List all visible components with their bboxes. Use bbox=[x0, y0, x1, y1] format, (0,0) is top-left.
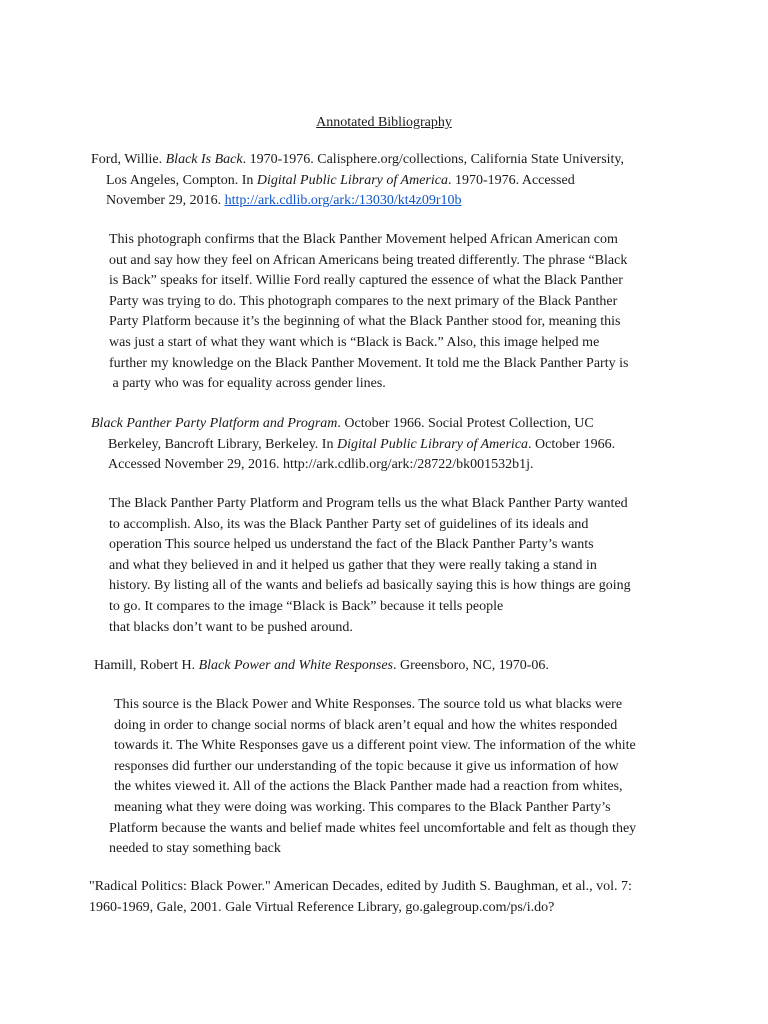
citation-line: November 29, 2016. http://ark.cdlib.org/ark:/13030/kt4z09r10b bbox=[106, 193, 462, 209]
citation-line: Ford, Willie. Black Is Back. 1970-1976. Calisphere.org/collections, California State University, bbox=[91, 152, 625, 167]
annotation-line: history. By listing all of the wants and beliefs ad basically saying this is how things are going bbox=[109, 578, 631, 594]
page-title: Annotated Bibliography bbox=[316, 115, 452, 130]
annotation-line: Platform because the wants and belief made whites feel uncomfortable and felt as though they bbox=[109, 820, 637, 836]
annotation-line: doing in order to change social norms of black aren’t equal and how the whites responded bbox=[114, 717, 618, 733]
annotation-line: is Back” speaks for itself. Willie Ford really captured the essence of what the Black Panther bbox=[109, 273, 623, 289]
annotation-bpp-platform bbox=[109, 494, 631, 638]
annotation-line: operation This source helped us understand the fact of the Black Panther Party’s wants bbox=[109, 537, 594, 553]
source-link[interactable]: http://ark.cdlib.org/ark:/13030/kt4z09r10b bbox=[224, 193, 462, 209]
citation-line: Los Angeles, Compton. In Digital Public Library of America. 1970-1976. Accessed bbox=[106, 172, 575, 188]
citation-line: Accessed November 29, 2016. http://ark.cdlib.org/ark:/28722/bk001532b1j. bbox=[108, 457, 534, 473]
annotation-line: was just a start of what they want which is “Black is Back.” Also, this image helped me bbox=[109, 334, 600, 350]
annotation-line: to accomplish. Also, its was the Black Panther Party set of guidelines of its ideals and bbox=[109, 516, 589, 532]
annotation-line: The Black Panther Party Platform and Program tells us the what Black Panther Party wanted bbox=[109, 496, 628, 511]
annotation-line: Party was trying to do. This photograph compares to the next primary of the Black Panther bbox=[109, 293, 618, 309]
citation-line: "Radical Politics: Black Power." American Decades, edited by Judith S. Baughman, et al., vol. 7: bbox=[89, 879, 632, 894]
annotation-line: This source is the Black Power and White Responses. The source told us what blacks were bbox=[114, 697, 623, 712]
annotation-line: that blacks don’t want to be pushed around. bbox=[109, 619, 353, 635]
annotation-line: out and say how they feel on African Americans being treated differently. The phrase “Black bbox=[109, 252, 628, 268]
annotation-ford bbox=[109, 230, 628, 395]
annotation-line: to go. It compares to the image “Black is Back” because it tells people bbox=[109, 598, 504, 614]
annotation-line: and what they believed in and it helped us gather that they were really taking a stand in bbox=[109, 557, 597, 573]
citation-ford bbox=[91, 150, 624, 212]
annotation-line: responses did further our understanding of the topic because it give us information of how bbox=[114, 758, 619, 774]
annotation-line: needed to stay something back bbox=[109, 841, 281, 857]
annotation-line: further my knowledge on the Black Panther Movement. It told me the Black Panther Party is bbox=[109, 355, 629, 371]
citation-bpp-platform bbox=[91, 414, 615, 476]
annotation-line: meaning what they were doing was working. This compares to the Black Panther Party’s bbox=[114, 799, 611, 815]
citation-line: Berkeley, Bancroft Library, Berkeley. In Digital Public Library of America. October 1966. bbox=[108, 436, 616, 452]
annotation-hamill bbox=[109, 695, 637, 860]
annotation-line: This photograph confirms that the Black Panther Movement helped African American com bbox=[109, 232, 618, 247]
citation-radical-politics bbox=[89, 877, 632, 918]
annotation-line: the whites viewed it. All of the actions the Black Panther made had a reaction from whites, bbox=[114, 779, 623, 795]
annotation-line: a party who was for equality across gender lines. bbox=[109, 376, 386, 392]
citation-line: 1960-1969, Gale, 2001. Gale Virtual Reference Library, go.galegroup.com/ps/i.do? bbox=[89, 899, 555, 915]
annotation-line: Party Platform because it’s the beginning of what the Black Panther stood for, meaning this bbox=[109, 314, 621, 330]
citation-line: Black Panther Party Platform and Program. October 1966. Social Protest Collection, UC bbox=[91, 416, 594, 431]
annotation-line: towards it. The White Responses gave us a different point view. The information of the white bbox=[114, 738, 636, 754]
citation-hamill bbox=[94, 656, 549, 677]
citation-line: Hamill, Robert H. Black Power and White Responses. Greensboro, NC, 1970-06. bbox=[94, 658, 549, 673]
